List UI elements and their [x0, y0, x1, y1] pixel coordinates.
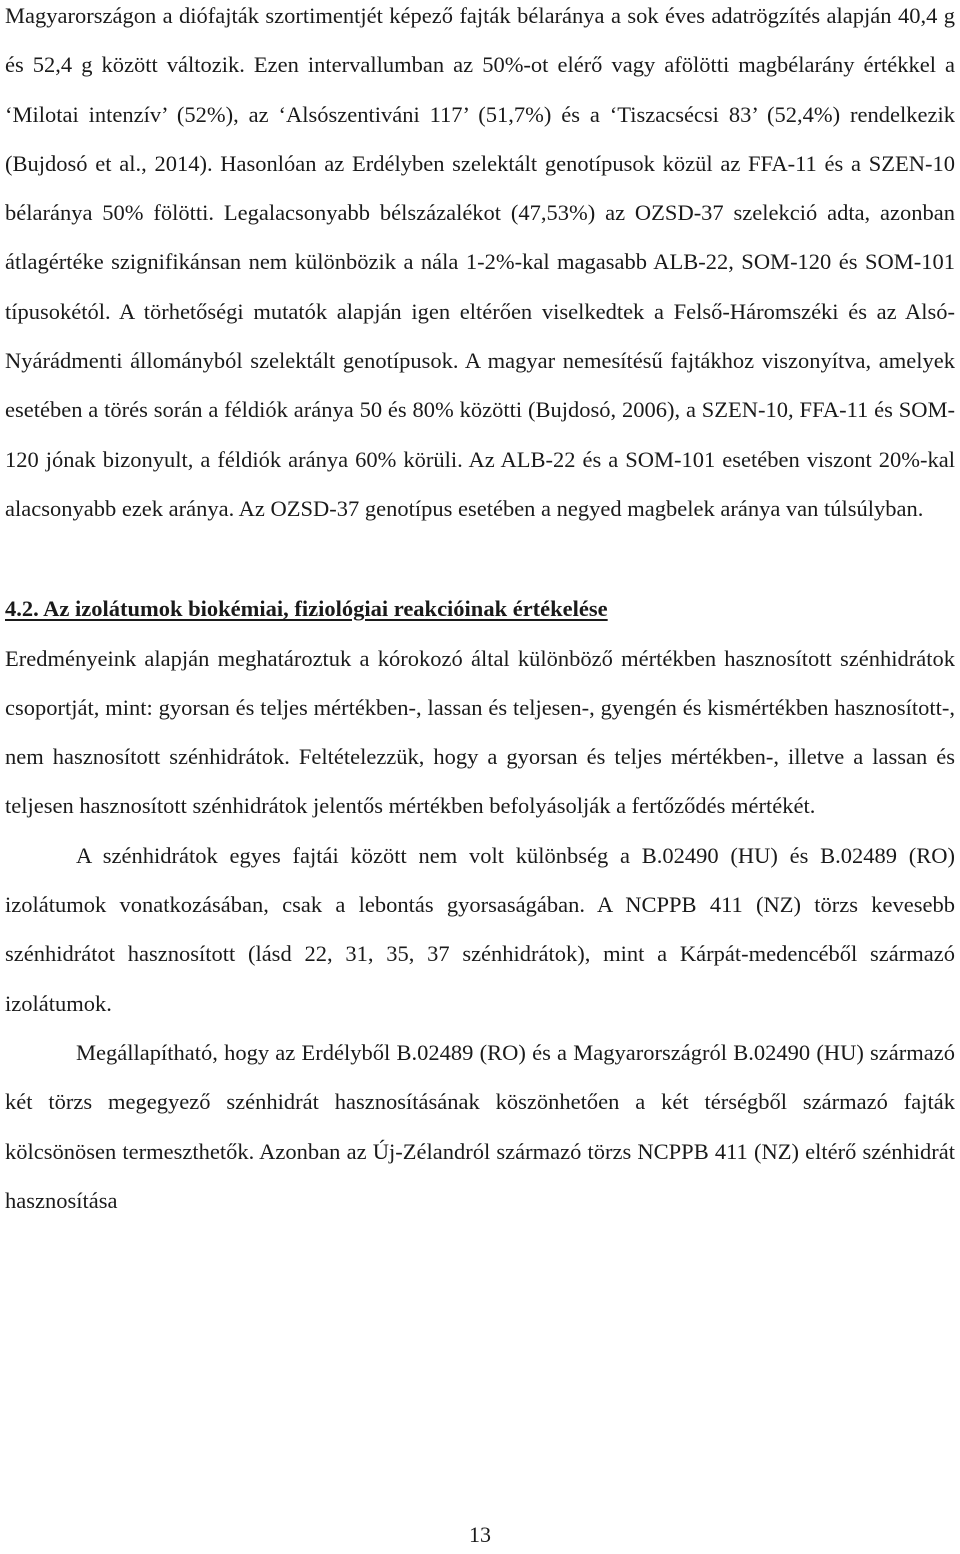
body-paragraph-walnut-kernel-ratio: Magyarországon a diófajták szortimentjét képező fajták bélaránya a sok éves adatrögzítés alapján 40,4 g és 52,4 g között változik. Ezen intervallumban az 50%-ot elérő vagy afölötti magbélarány értékkel a ‘Milotai intenzív’ (52%), az ‘Alsószentiváni 117’ (51,7%) és a ‘Tiszacsécsi 83’ (52,4%) rendelkezik (Bujdosó et al., 2014). Hasonlóan az Erdélyben szelektált genotípusok közül az FFA-11 és a SZEN-10 bélaránya 50% fölötti. Legalacsonyabb bélszázalékot (47,53%) az OZSD-37 szelekció adta, azonban átlagértéke szignifikánsan nem különbözik a nála 1-2%-kal magasabb ALB-22, SOM-120 és SOM-101 típusokétól. A törhetőségi mutatók alapján igen eltérően viselkedtek a Felső-Háromszéki és az Alsó-Nyárádmenti állományból szelektált genotípusok. A magyar nemesítésű fajtákhoz viszonyítva, amelyek esetében a törés során a féldiók aránya 50 és 80% közötti (Bujdosó, 2006), a SZEN-10, FFA-11 és SOM-120 jónak bizonyult, a féldiók aránya 60% körüli. Az ALB-22 és a SOM-101 esetében viszont 20%-kal alacsonyabb ezek aránya. Az OZSD-37 genotípus esetében a negyed magbelek aránya van túlsúlyban. — [5, 3, 955, 521]
document-page — [5, 0, 955, 1225]
section-heading: 4.2. Az izolátumok biokémiai, fiziológiai reakcióinak értékelése — [5, 596, 608, 622]
page-number: 13 — [469, 1522, 491, 1547]
body-paragraph-carbohydrate-groups: Eredményeink alapján meghatároztuk a kórokozó által különböző mértékben hasznosított szénhidrátok csoportját, mint: gyorsan és teljes mértékben-, lassan és teljesen-, gyengén és kismértékben hasznosított-, nem hasznosított szénhidrátok. Feltételezzük, hogy a gyorsan és teljes mértékben-, illetve a lassan és teljesen hasznosított szénhidrátok jelentős mértékben befolyásolják a fertőződés mértékét. — [5, 645, 955, 819]
body-paragraph-isolate-comparison: A szénhidrátok egyes fajtái között nem volt különbség a B.02490 (HU) és B.02489 (RO) izolátumok vonatkozásában, csak a lebontás gyorsaságában. A NCPPB 411 (NZ) törzs kevesebb szénhidrátot hasznosított (lásd 22, 31, 35, 37 szénhidrátok), mint a Kárpát-medencéből származó izolátumok. — [5, 842, 955, 1016]
body-paragraph-conclusion: Megállapítható, hogy az Erdélyből B.02489 (RO) és a Magyarországról B.02490 (HU) származó két törzs megegyező szénhidrát hasznosításának köszönhetően a két térségből származó fajták kölcsönösen termeszthetők. Azonban az Új-Zélandról származó törzs NCPPB 411 (NZ) eltérő szénhidrát hasznosítása — [5, 1039, 955, 1213]
